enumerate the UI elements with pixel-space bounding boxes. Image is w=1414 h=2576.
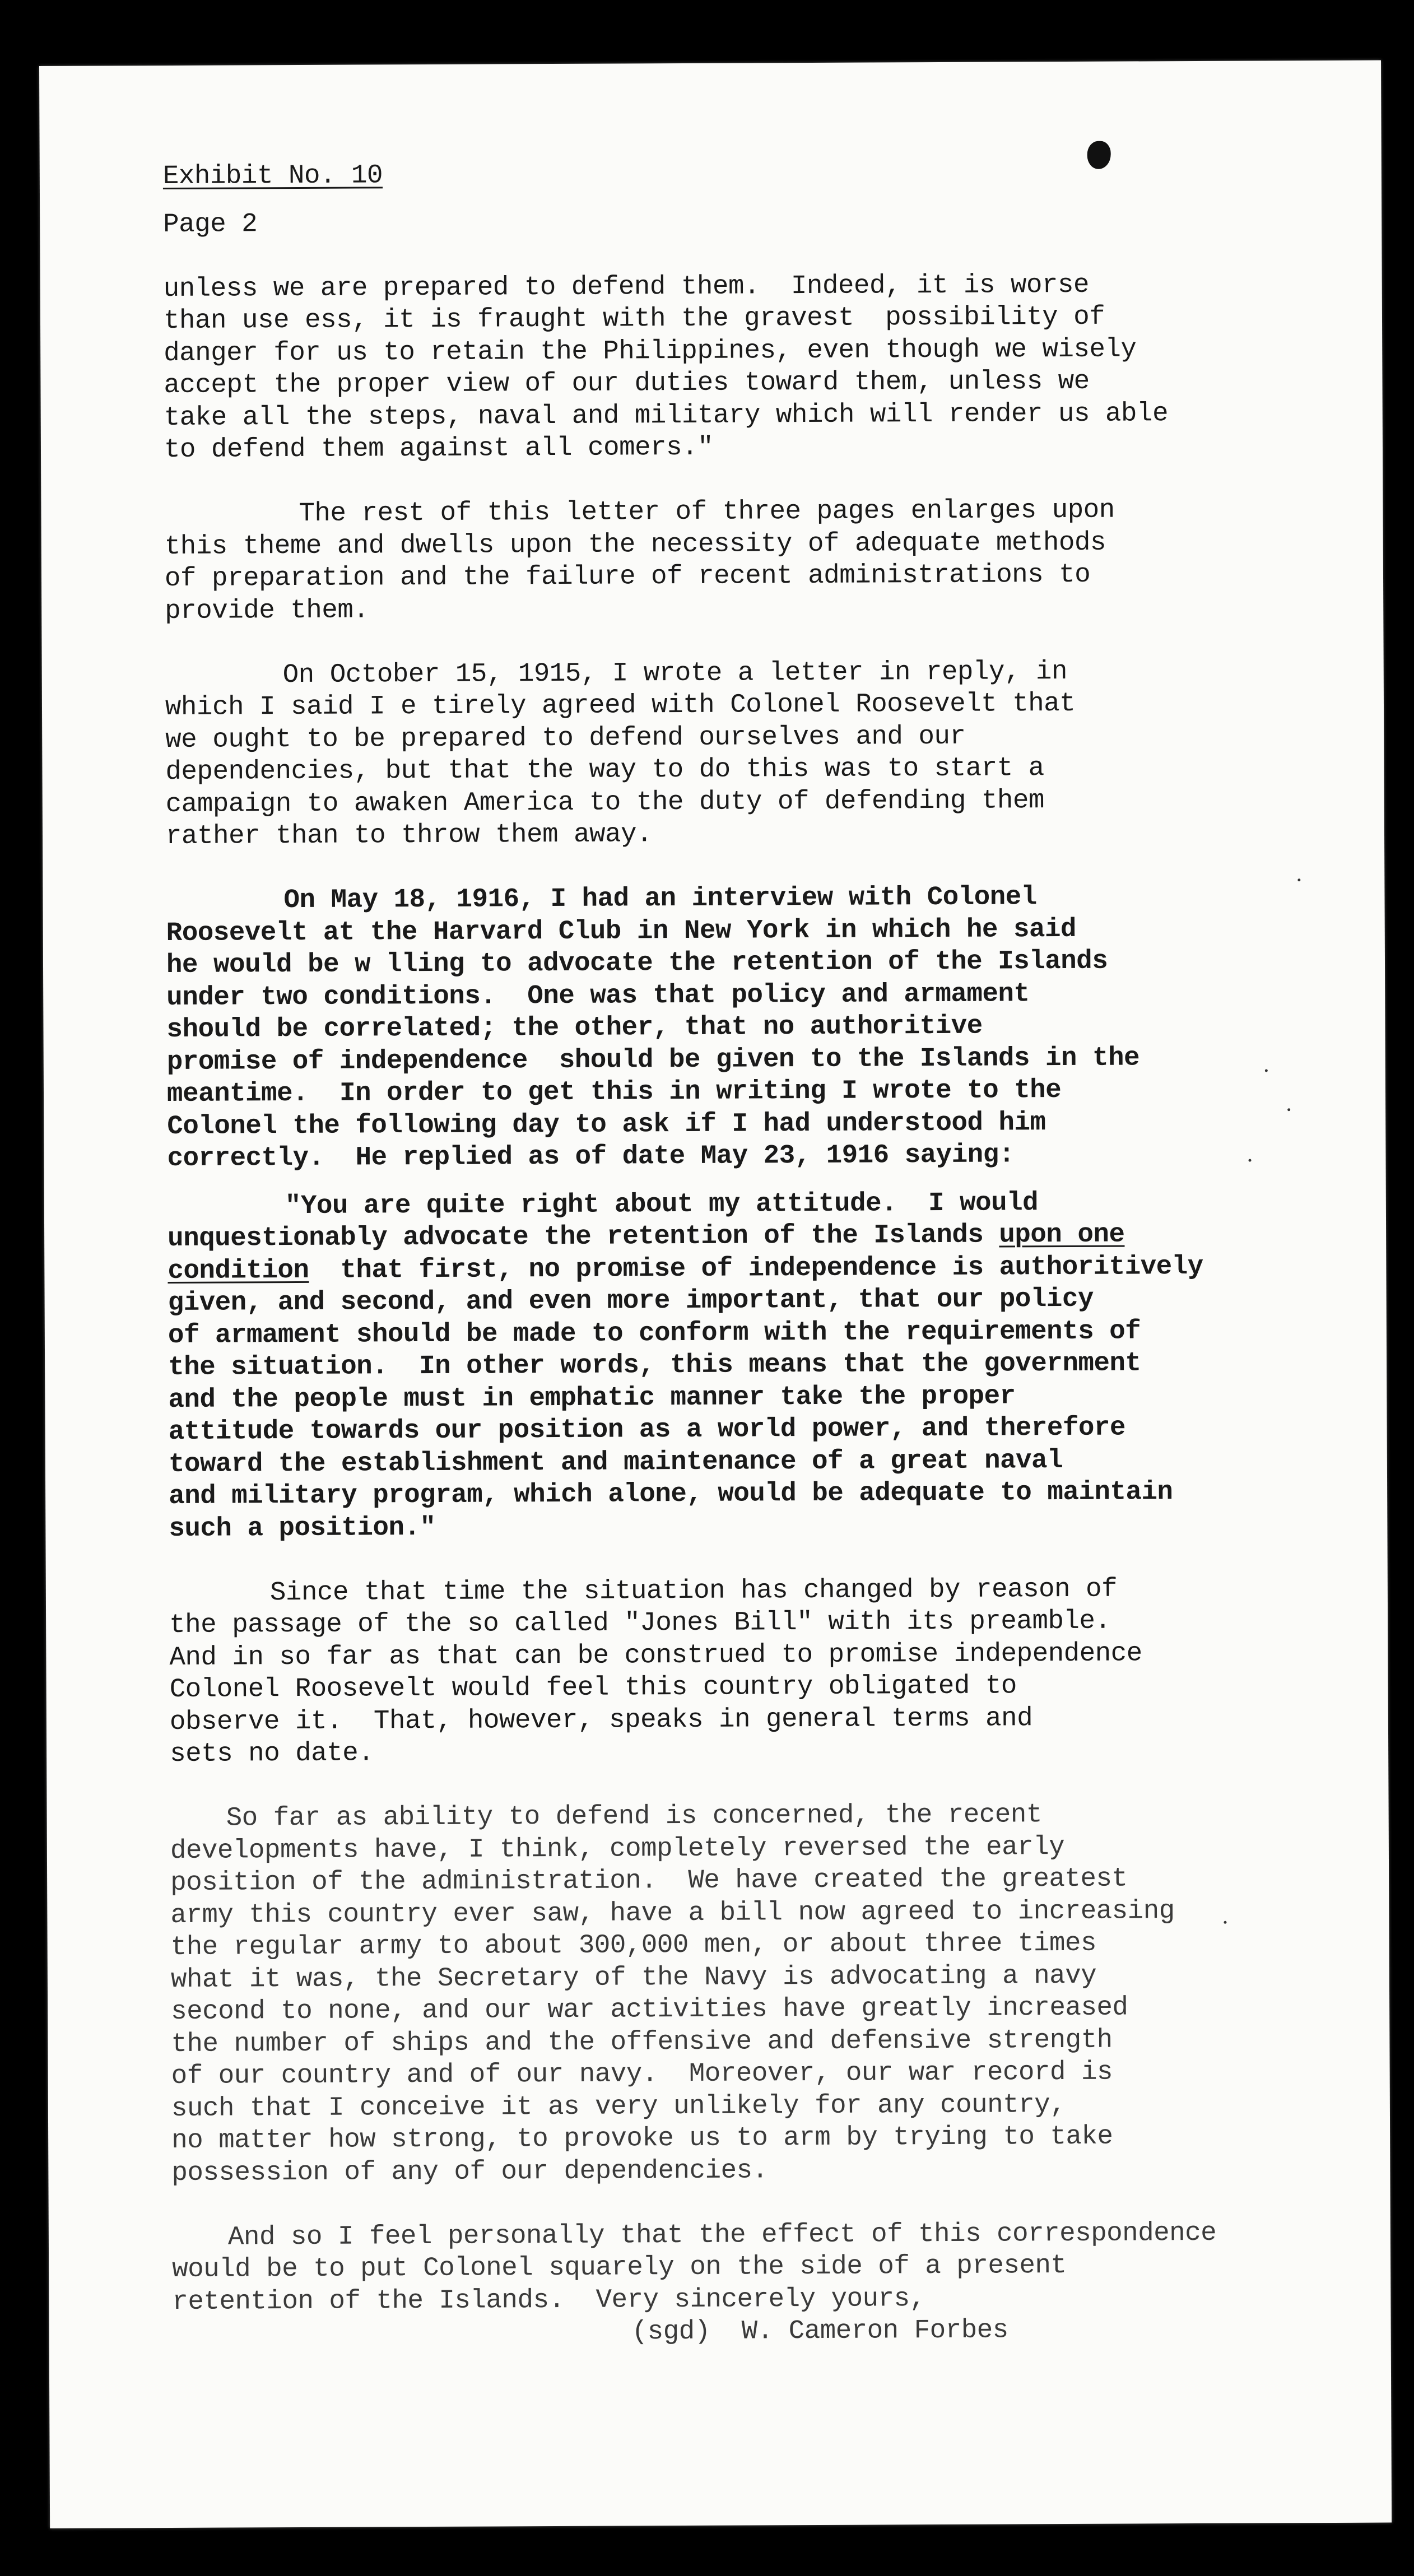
text-line: attitude towards our position as a world power, and therefore — [168, 1412, 1126, 1448]
text-line: under two conditions. One was that policy and armament — [166, 978, 1030, 1013]
paragraph-4 — [166, 880, 1315, 1175]
text-line: Colonel Roosevelt would feel this country obligated to — [169, 1671, 1017, 1705]
text-line: what it was, the Secretary of the Navy is advocating a navy — [170, 1960, 1097, 1995]
paragraph-1 — [164, 268, 1313, 467]
text-line: toward the establishment and maintenance of a great naval — [168, 1445, 1063, 1480]
underlined-phrase: condition — [168, 1255, 309, 1286]
exhibit-heading: Exhibit No. 10 — [162, 160, 383, 192]
paragraph-7 — [170, 1798, 1320, 2189]
text-line: we ought to be prepared to defend ourselves and our — [165, 721, 966, 755]
text-line: sets no date. — [170, 1738, 374, 1770]
text-line: the number of ships and the offensive and defensive strength — [171, 2025, 1113, 2059]
text-line: take all the steps, naval and military which will render us able — [164, 398, 1169, 433]
paragraph-8 — [172, 2217, 1321, 2351]
text-line: Since that time the situation has changed by reason of — [269, 1574, 1118, 1608]
text-line: accept the proper view of our duties toward them, unless we — [164, 366, 1090, 401]
text-line: of preparation and the failure of recent administrations to — [164, 559, 1091, 594]
text-line: promise of independence should be given to the Islands in the — [166, 1042, 1140, 1077]
text-line — [168, 1218, 1316, 1255]
text-line: campaign to awaken America to the duty of defending them — [165, 785, 1045, 820]
text-line: second to none, and our war activities have greatly increased — [171, 1992, 1128, 2028]
text-line: given, and second, and even more important, that our policy — [168, 1284, 1094, 1319]
text-segment: unquestionably advocate the retention of the Islands — [168, 1220, 999, 1254]
paragraph-5-quote — [168, 1186, 1318, 1545]
text-line: would be to put Colonel squarely on the side of a present — [172, 2250, 1067, 2285]
text-line: meantime. In order to get this in writing I wrote to the — [166, 1075, 1062, 1110]
underlined-phrase: upon one — [999, 1219, 1125, 1250]
text-line: danger for us to retain the Philippines, even though we wisely — [164, 333, 1137, 369]
text-line: the situation. In other words, this means that the government — [168, 1348, 1141, 1383]
text-line — [168, 1250, 1316, 1287]
signature: (sgd) W. Cameron Forbes — [631, 2315, 1008, 2347]
text-line: dependencies, but that the way to do this was to start a — [165, 753, 1044, 788]
text-line: On October 15, 1915, I wrote a letter in reply, in — [282, 656, 1068, 690]
document-text — [163, 156, 1321, 2350]
document-page — [39, 61, 1392, 2528]
text-line: the regular army to about 300,000 men, or about three times — [170, 1928, 1097, 1963]
text-line: developments have, I think, completely reversed the early — [170, 1831, 1065, 1866]
text-line: of armament should be made to conform with the requirements of — [168, 1315, 1141, 1351]
text-line: And in so far as that can be construed to promise independence — [169, 1638, 1142, 1673]
text-line: and the people must in emphatic manner take the proper — [168, 1380, 1016, 1415]
paragraph-3 — [165, 655, 1314, 853]
text-line: such a position." — [169, 1512, 436, 1544]
text-line: observe it. That, however, speaks in general terms and — [169, 1703, 1033, 1737]
text-line: should be correlated; the other, that no authoritive — [166, 1011, 983, 1045]
text-line: army this country ever saw, have a bill now agreed to increasing — [170, 1895, 1175, 1931]
text-line: this theme and dwells upon the necessity of adequate methods — [164, 527, 1106, 562]
text-line: Colonel the following day to ask if I had understood him — [167, 1107, 1046, 1142]
text-line: correctly. He replied as of date May 23, 1916 saying: — [167, 1140, 1015, 1174]
text-line: rather than to throw them away. — [165, 819, 653, 852]
page-number: Page 2 — [163, 208, 258, 240]
text-line: retention of the Islands. Very sincerely yours, — [172, 2283, 925, 2317]
text-line: unless we are prepared to defend them. Indeed, it is worse — [163, 269, 1090, 304]
text-line: which I said I e tirely agreed with Colonel Roosevelt that — [165, 688, 1076, 723]
text-line: So far as ability to defend is concerned, the recent — [226, 1800, 1043, 1834]
text-line: position of the administration. We have created the greatest — [170, 1863, 1128, 1899]
text-line: possession of any of our dependencies. — [171, 2155, 768, 2188]
text-line: no matter how strong, to provoke us to arm by trying to take — [171, 2121, 1113, 2156]
paragraph-2 — [164, 494, 1313, 627]
text-line: and military program, which alone, would be adequate to maintain — [169, 1477, 1173, 1512]
text-segment: that first, no promise of independence is authoritively — [309, 1251, 1203, 1286]
text-line: On May 18, 1916, I had an interview with Colonel — [283, 882, 1037, 916]
text-line: than use ess, it is fraught with the gravest possibility of — [163, 301, 1105, 337]
text-line: provide them. — [165, 594, 369, 626]
text-line: "You are quite right about my attitude. I would — [285, 1187, 1039, 1221]
text-line: The rest of this letter of three pages enlarges upon — [299, 495, 1115, 529]
text-line: the passage of the so called "Jones Bill" with its preamble. — [169, 1606, 1111, 1641]
text-line: he would be w lling to advocate the retention of the Islands — [166, 946, 1108, 981]
text-line: And so I feel personally that the effect of this correspondence — [227, 2217, 1217, 2253]
paragraph-6 — [169, 1573, 1318, 1771]
text-line: to defend them against all comers." — [164, 432, 714, 466]
text-line: of our country and of our navy. Moreover, our war record is — [171, 2057, 1113, 2092]
text-line: such that I conceive it as very unlikely for any country, — [171, 2089, 1066, 2124]
text-line: Roosevelt at the Harvard Club in New York in which he said — [166, 914, 1077, 948]
